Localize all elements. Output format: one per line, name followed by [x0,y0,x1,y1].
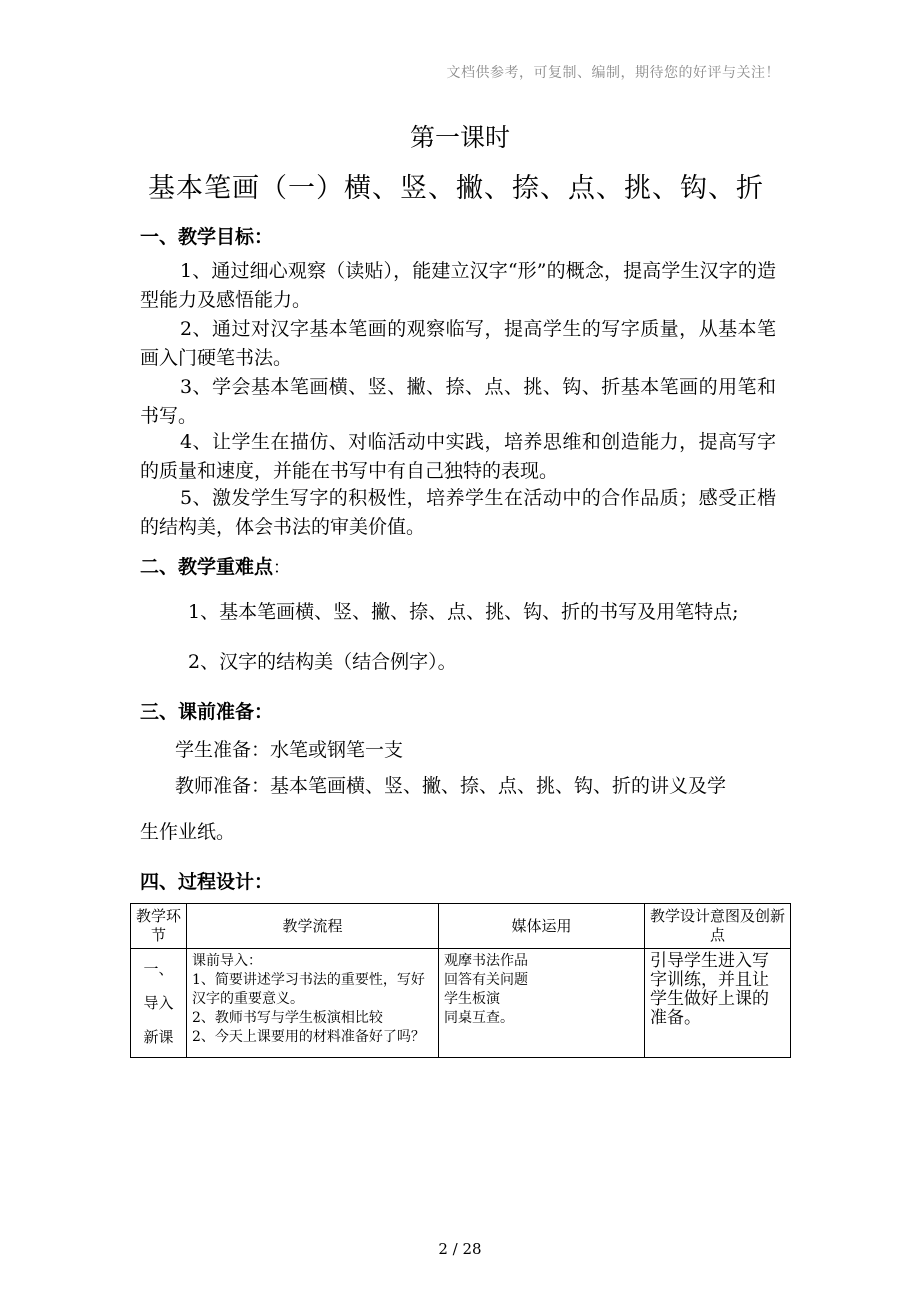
section2-heading-text: 二、教学重难点 [140,556,274,578]
media-line: 回答有关问题 [444,972,528,988]
flow-line: 2、教师书写与学生板演相比较 [192,1010,383,1026]
stage-line: 导入 [143,994,174,1012]
section3-heading: 三、课前准备： [140,701,274,723]
topic-title: 基本笔画（一）横、竖、撇、捺、点、挑、钩、折 [148,173,764,204]
objective-1: 1、通过细心观察（读贴），能建立汉字“形”的概念，提高学生汉字的造型能力及感悟能力。 [140,260,776,311]
table-row [131,949,791,1058]
lesson-title: 第一课时 [409,123,510,152]
flow-line: 课前导入： [192,953,262,969]
flow-cell [187,949,439,1058]
section2-heading-colon: ： [273,558,291,578]
process-table [130,903,791,1058]
media-cell [439,949,645,1058]
stage-line: 一、 [143,960,174,978]
table-header-row [131,904,791,949]
teacher-preparation-cont: 生作业纸。 [140,821,236,843]
section2-heading [140,552,290,579]
flow-line: 1、简要讲述学习书法的重要性，写好汉字的重要意义。 [192,972,425,1007]
intent-cell: 引导学生进入写字训练，并且让学生做好上课的准备。 [645,949,791,1058]
media-line: 观摩书法作品 [444,953,528,969]
stage-cell [131,949,187,1058]
teacher-preparation: 教师准备：基本笔画横、竖、撇、捺、点、挑、钩、折的讲义及学 [175,775,727,797]
header-intent: 教学设计意图及创新点 [645,904,791,949]
page-number: 2 / 28 [438,1240,482,1258]
media-line: 同桌互查。 [444,1010,514,1026]
header-flow: 教学流程 [187,904,439,949]
student-preparation: 学生准备：水笔或钢笔一支 [175,739,404,761]
section1-heading: 一、教学目标： [140,226,274,248]
keypoint-1: 1、基本笔画横、竖、撇、捺、点、挑、钩、折的书写及用笔特点; [188,601,739,623]
media-line: 学生板演 [444,991,500,1007]
keypoint-2: 2、汉字的结构美（结合例字）。 [188,651,457,673]
objective-3: 3、学会基本笔画横、竖、撇、捺、点、挑、钩、折基本笔画的用笔和书写。 [140,376,776,427]
header-media: 媒体运用 [439,904,645,949]
header-note: 文档供参考，可复制、编制，期待您的好评与关注！ [446,65,780,81]
header-stage: 教学环节 [131,904,187,949]
objective-2: 2、通过对汉字基本笔画的观察临写，提高学生的写字质量，从基本笔画入门硬笔书法。 [140,318,776,369]
objective-5: 5、激发学生写字的积极性，培养学生在活动中的合作品质；感受正楷的结构美，体会书法的审美价值。 [140,487,776,538]
stage-line: 新课 [143,1028,174,1046]
section4-heading: 四、过程设计： [140,871,274,893]
objective-4: 4、让学生在描仿、对临活动中实践，培养思维和创造能力，提高写字的质量和速度，并能在书写中有自己独特的表现。 [140,431,776,482]
flow-line: 2、今天上课要用的材料准备好了吗？ [192,1029,425,1045]
